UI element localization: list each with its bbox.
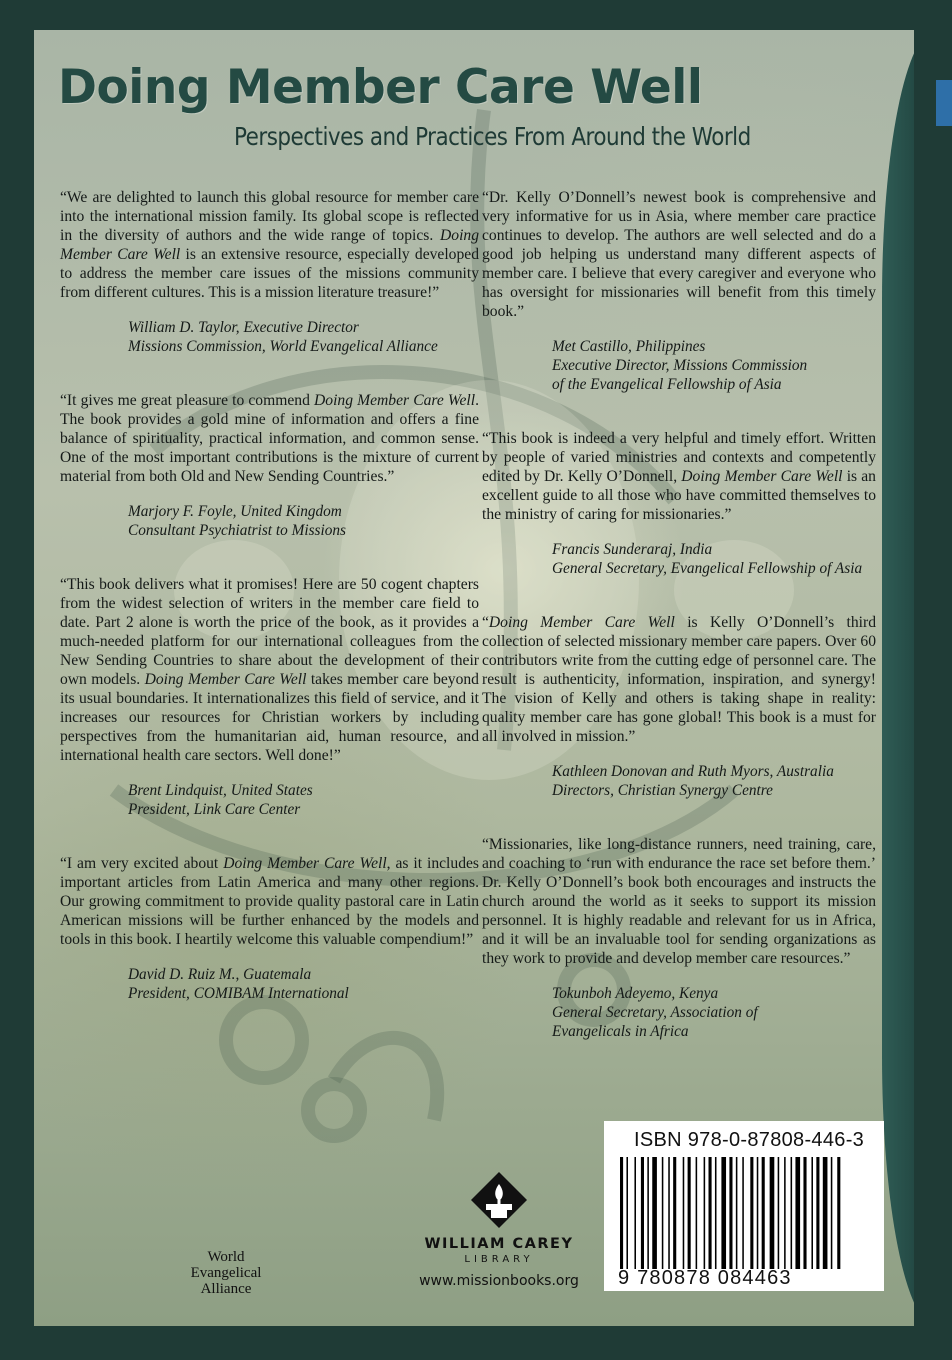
barcode-box [604,1121,884,1291]
barcode-bar [736,1157,738,1269]
endorsement-quote: “This book is indeed a very helpful and timely effort. Written by people of varied ministries and contexts and competently edited by Dr. Kelly O’Donnell, Doing Member Care Well is an excellent guide to all those who have committed themselves to the ministry of caring for missionaries.” [482,430,876,523]
endorsement-quote: “I am very excited about Doing Member Care Well, as it includes important articles from Latin America and many other regions. Our growing commitment to provide quality pastoral care in Latin American missions will be further enhanced by the models and tools in this book. I heartily welcome this valuable compendium!” [60,855,479,948]
endorsement-attribution: Met Castillo, Philippines Executive Director, Missions Commission of the Evangelical Fellowship of Asia [552,338,808,393]
barcode-bar [704,1157,706,1269]
endorsement-quote: “Doing Member Care Well is Kelly O’Donnell’s third collection of selected missionary member care papers. Over 60 contributors write from the cutting edge of personnel care. The result is authenticity, information, inspiration, and synergy! The vision of Kelly and others is taking shape in reality: quality member care has gone global! This book is a must for all involved in mission.” [482,614,876,745]
book-title: Doing Member Care Well [58,60,703,115]
publisher-name: WILLIAM CAREY [424,1236,574,1252]
endorsement-quote: “Missionaries, like long-distance runners, need training, care, and coaching to ‘run with endurance the race set before them.’ Dr. Kelly O’Donnell’s book both encourages and instructs the church around the world as it seeks to support its mission personnel. It is highly readable and relevant for us in Africa, and it will be an invaluable tool for sending organizations as they work to provide and develop member care resources.” [482,836,876,967]
barcode-bar [778,1157,780,1269]
barcode-bar [784,1157,786,1269]
endorsements-right-column [482,188,876,1076]
barcode-bar [770,1157,775,1269]
endorsements-left-column [60,188,479,1038]
barcode-bar [652,1157,657,1269]
endorsement [482,613,876,800]
isbn-label: ISBN 978-0-87808-446-3 [634,1129,865,1151]
right-edge-band [882,30,914,1326]
barcode-bar [647,1157,649,1269]
back-cover [34,30,914,1326]
lamp-logo-icon [469,1170,529,1230]
barcode-bar [811,1157,813,1269]
endorsement-attribution: Francis Sunderaraj, India General Secretary, Evangelical Fellowship of Asia [552,541,863,577]
endorsement-attribution: David D. Ruiz M., Guatemala President, COMIBAM International [128,966,349,1002]
barcode-bar [668,1157,670,1269]
barcode-bar [750,1157,753,1269]
endorsement [60,854,479,1003]
barcode-bar [683,1157,685,1269]
barcode-bar [696,1157,698,1269]
barcode-bar [729,1157,732,1269]
endorsement-attribution: Marjory F. Foyle, United Kingdom Consultant Psychiatrist to Missions [128,503,346,539]
publisher-subname: LIBRARY [464,1254,534,1265]
barcode-bar [791,1157,793,1269]
barcode-bar [742,1157,744,1269]
barcode-bar [626,1157,628,1269]
barcode-bar [715,1157,717,1269]
endorsement [60,188,479,356]
barcode-bar [837,1157,840,1269]
edge-tab [936,80,952,126]
barcode-digits: 9 780878 084463 [618,1267,792,1289]
endorsement-quote: “It gives me great pleasure to commend Doing Member Care Well. The book provides a gold mine of information and offers a fine balance of spirituality, practical information, and common sense. One of the most important contributions is the mixture of current material from both Old and New Sending Countries.” [60,392,479,485]
endorsement-attribution: Kathleen Donovan and Ruth Myors, Australia Directors, Christian Synergy Centre [552,763,834,799]
barcode-bar [709,1157,712,1269]
barcode-bars [620,1157,868,1269]
barcode-bar [831,1157,833,1269]
endorsement-attribution: William D. Taylor, Executive Director Missions Commission, World Evangelical Alliance [128,319,438,355]
barcode-bar [816,1157,819,1269]
barcode-bar [823,1157,828,1269]
barcode-bar [673,1157,676,1269]
endorsement [60,391,479,540]
barcode-bar [803,1157,806,1269]
endorsement-quote: “We are delighted to launch this global resource for member care into the international mission family. Its global scope is reflected in the diversity of authors and the wide range of topics. Doing Member Care Well is an extensive resource, especially developed to address the member care issues of the missions community from different cultures. This is a mission literature treasure!” [60,189,479,301]
barcode-bar [641,1157,644,1269]
barcode-bar [634,1157,636,1269]
barcode-bar [795,1157,800,1269]
publisher-block [399,1170,599,1289]
publisher-url: www.missionbooks.org [419,1273,579,1289]
barcode-bar [620,1157,623,1269]
endorsement [482,429,876,578]
barcode-bar [757,1157,759,1269]
endorsement-attribution: Brent Lindquist, United States President, Link Care Center [128,782,313,818]
book-subtitle: Perspectives and Practices From Around the World [234,122,751,151]
barcode-bar [662,1157,664,1269]
alliance-logo-text: World Evangelical Alliance [190,1249,262,1297]
barcode-bar [762,1157,765,1269]
barcode-bar [688,1157,691,1269]
endorsement-quote: “This book delivers what it promises! Here are 50 cogent chapters from the widest selection of writers in the member care field to date. Part 2 alone is worth the price of the book, as it provides a much-needed platform for our international colleagues from the New Sending Countries to share about the development of their own models. Doing Member Care Well takes member care beyond its usual boundaries. It internationalizes this field of service, and it increases our resources for Christian workers by including perspectives from the humanitarian aid, human resource, and international health care sectors. Well done!” [60,576,479,764]
endorsement [60,575,479,819]
barcode-bar [721,1157,726,1269]
endorsement-quote: “Dr. Kelly O’Donnell’s newest book is comprehensive and very informative for us in Asia, where member care practice continues to develop. The authors are well selected and do a good job helping us understand many different aspects of member care. I believe that every caregiver and everyone who has oversight for missionaries will benefit from this timely book.” [482,189,876,320]
endorsement [482,188,876,394]
endorsement-attribution: Tokunboh Adeyemo, Kenya General Secretary, Association of Evangelicals in Africa [552,985,758,1040]
endorsement [482,835,876,1041]
